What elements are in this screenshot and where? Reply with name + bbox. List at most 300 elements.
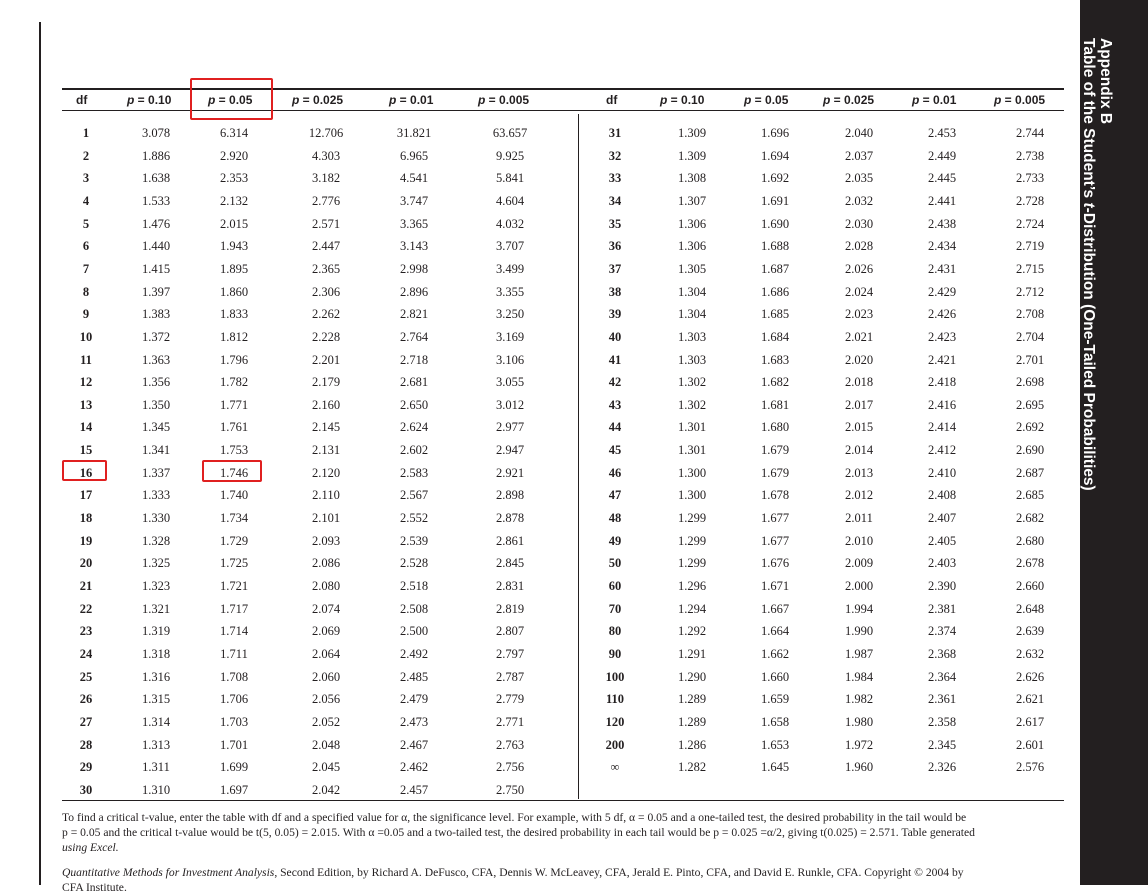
table-cell: 2.692 — [1015, 420, 1045, 435]
table-cell: 2.704 — [1015, 329, 1045, 344]
table-cell: 2.026 — [844, 261, 874, 276]
table-cell: 2.921 — [495, 465, 525, 480]
df-cell: 12 — [79, 375, 93, 390]
table-cell: 1.658 — [760, 714, 790, 729]
table-cell: 2.000 — [844, 579, 874, 593]
table-cell: 2.602 — [399, 443, 429, 458]
table-cell: 2.403 — [927, 556, 957, 571]
table-cell: 2.015 — [219, 216, 249, 231]
table-cell: 2.744 — [1015, 126, 1045, 140]
table-cell: 2.449 — [927, 148, 957, 163]
table-cell: 1.676 — [760, 556, 790, 571]
table-cell: 1.725 — [219, 556, 249, 571]
df-cell: 34 — [608, 193, 622, 208]
table-cell: 2.020 — [844, 352, 874, 367]
table-cell: 1.980 — [844, 714, 874, 729]
table-cell: 2.132 — [219, 193, 249, 208]
table-cell: 1.638 — [141, 171, 171, 186]
table-cell: 1.319 — [141, 624, 171, 639]
table-cell: 1.677 — [760, 511, 790, 526]
table-cell: 1.286 — [677, 737, 707, 752]
table-cell: 2.898 — [495, 488, 525, 503]
table-cell: 1.328 — [141, 533, 171, 548]
table-cell: 2.438 — [927, 216, 957, 231]
table-cell: 4.303 — [311, 148, 341, 163]
df-cell: 4 — [82, 193, 90, 208]
table-cell: 63.657 — [492, 126, 528, 140]
table-cell: 3.747 — [399, 193, 429, 208]
table-cell: 1.753 — [219, 443, 249, 458]
table-cell: 1.692 — [760, 171, 790, 186]
table-cell: 2.368 — [927, 646, 957, 661]
df-cell: 44 — [608, 420, 622, 435]
table-cell: 1.299 — [677, 533, 707, 548]
table-cell: 2.010 — [844, 533, 874, 548]
table-cell: 2.429 — [927, 284, 957, 299]
table-cell: 2.552 — [399, 511, 429, 526]
table-cell: 1.397 — [141, 284, 171, 299]
table-cell: 1.330 — [141, 511, 171, 526]
table-cell: 1.680 — [760, 420, 790, 435]
table-cell: 1.300 — [677, 488, 707, 503]
table-cell: 1.688 — [760, 239, 790, 254]
table-cell: 1.306 — [677, 239, 707, 254]
df-cell: 18 — [79, 511, 93, 526]
table-cell: 2.421 — [927, 352, 957, 367]
table-cell: 2.750 — [495, 782, 525, 797]
table-cell: 2.690 — [1015, 443, 1045, 458]
table-cell: 2.023 — [844, 307, 874, 322]
table-cell: 2.617 — [1015, 714, 1045, 729]
table-cell: 1.290 — [677, 669, 707, 684]
table-cell: 2.042 — [311, 782, 341, 797]
table-cell: 2.479 — [399, 692, 429, 707]
table-cell: 2.920 — [219, 148, 249, 163]
table-cell: 1.315 — [141, 692, 171, 707]
table-cell: 1.943 — [219, 239, 249, 254]
column-header-right-0: df — [606, 93, 618, 107]
table-cell: 2.228 — [311, 329, 341, 344]
table-cell: 3.143 — [399, 239, 429, 254]
table-cell: 1.321 — [141, 601, 171, 616]
table-cell: 2.462 — [399, 760, 429, 775]
table-cell: 2.626 — [1015, 669, 1045, 684]
table-cell: 1.440 — [141, 239, 171, 254]
table-cell: 1.304 — [677, 284, 707, 299]
df-cell: 42 — [608, 375, 622, 390]
table-cell: 1.305 — [677, 261, 707, 276]
table-cell: 1.325 — [141, 556, 171, 571]
table-cell: 1.309 — [677, 126, 707, 140]
table-cell: 1.690 — [760, 216, 790, 231]
footnote-line-1: To find a critical t-value, enter the table with df and a specified value for α, the significance level. For example, with 5 df, α = 0.05 and a one-tailed test, the desired probability in the tail would be — [62, 811, 967, 824]
df-cell: 23 — [79, 624, 93, 639]
table-cell: 1.314 — [141, 714, 171, 729]
table-cell: 1.682 — [760, 375, 790, 390]
table-cell: 2.069 — [311, 624, 341, 639]
table-cell: 1.812 — [219, 329, 249, 344]
table-cell: 1.302 — [677, 397, 707, 412]
table-cell: 2.787 — [495, 669, 525, 684]
table-cell: 2.756 — [495, 760, 525, 775]
table-cell: 2.390 — [927, 579, 957, 593]
table-cell: 2.457 — [399, 782, 429, 797]
table-cell: 2.021 — [844, 329, 874, 344]
table-cell: 3.365 — [399, 216, 429, 231]
table-cell: 1.990 — [844, 624, 874, 639]
table-cell: 1.684 — [760, 329, 790, 344]
df-cell: 6 — [82, 239, 90, 254]
df-cell: 11 — [80, 352, 92, 367]
table-cell: 3.250 — [495, 307, 525, 322]
df-cell: 13 — [79, 397, 93, 412]
table-cell: 2.410 — [927, 465, 957, 480]
table-cell: 1.782 — [219, 375, 249, 390]
table-cell: 2.567 — [399, 488, 429, 503]
df-cell: 25 — [79, 669, 93, 684]
table-cell: 1.699 — [219, 760, 249, 775]
table-cell: 2.045 — [311, 760, 341, 775]
df-cell: 27 — [79, 714, 93, 729]
table-cell: 2.101 — [311, 511, 341, 526]
table-cell: 2.681 — [399, 375, 429, 390]
table-cell: 1.292 — [677, 624, 707, 639]
df-cell: 200 — [605, 737, 625, 752]
source-note — [62, 865, 1066, 895]
table-cell: 2.431 — [927, 261, 957, 276]
table-cell: 2.110 — [312, 488, 340, 503]
table-cell: 2.326 — [927, 760, 957, 775]
df-cell: 30 — [79, 782, 93, 797]
df-cell: 24 — [79, 646, 93, 661]
source-continuation: CFA Institute. — [62, 881, 127, 894]
table-cell: 2.492 — [399, 646, 429, 661]
column-header-right-2: p = 0.05 — [744, 93, 789, 107]
table-cell: 3.078 — [141, 126, 171, 140]
table-cell: 1.833 — [219, 307, 249, 322]
table-cell: 1.721 — [219, 579, 249, 593]
table-cell: 1.311 — [142, 760, 170, 775]
df-cell: 40 — [608, 329, 622, 344]
df-cell: 32 — [608, 148, 622, 163]
table-cell: 1.746 — [219, 465, 249, 480]
column-divider — [578, 114, 579, 799]
table-cell: 2.601 — [1015, 737, 1045, 752]
table-cell: 1.960 — [844, 760, 874, 775]
df-cell: 50 — [608, 556, 622, 571]
table-cell: 2.708 — [1015, 307, 1045, 322]
table-cell: 1.685 — [760, 307, 790, 322]
table-cell: 2.145 — [311, 420, 341, 435]
table-cell: 2.715 — [1015, 261, 1045, 276]
table-cell: 1.301 — [677, 420, 707, 435]
table-cell: 1.289 — [677, 692, 707, 707]
column-header-left-3: p = 0.025 — [292, 93, 344, 107]
column-header-left-2: p = 0.05 — [208, 93, 253, 107]
table-cell: 9.925 — [495, 148, 525, 163]
column-header-right-4: p = 0.01 — [912, 93, 957, 107]
table-cell: 2.131 — [311, 443, 341, 458]
table-cell: 2.447 — [311, 239, 341, 254]
table-cell: 2.418 — [927, 375, 957, 390]
table-cell: 6.314 — [219, 126, 249, 140]
table-cell: 2.032 — [844, 193, 874, 208]
table-cell: 1.662 — [760, 646, 790, 661]
table-cell: 2.345 — [927, 737, 957, 752]
table-cell: 2.013 — [844, 465, 874, 480]
table-cell: 1.309 — [677, 148, 707, 163]
table-cell: 2.821 — [399, 307, 429, 322]
table-cell: 1.415 — [141, 261, 171, 276]
table-cell: 1.734 — [219, 511, 249, 526]
table-cell: 2.728 — [1015, 193, 1045, 208]
table-cell: 1.761 — [219, 420, 249, 435]
table-cell: 1.691 — [760, 193, 790, 208]
table-cell: 1.653 — [760, 737, 790, 752]
table-cell: 2.064 — [311, 646, 341, 661]
source-text: , Second Edition, by Richard A. DeFusco, CFA, Dennis W. McLeavey, CFA, Jerald E. Pinto, CFA, and David E. Runkle, CFA. Copyright © 2004 by — [274, 866, 964, 879]
table-cell: 1.717 — [219, 601, 249, 616]
table-cell: 1.341 — [141, 443, 171, 458]
table-cell: 2.120 — [311, 465, 341, 480]
table-cell: 1.886 — [141, 148, 171, 163]
column-header-left-5: p = 0.005 — [478, 93, 530, 107]
table-cell: 2.977 — [495, 420, 525, 435]
table-cell: 1.796 — [219, 352, 249, 367]
table-cell: 1.972 — [844, 737, 874, 752]
table-cell: 4.032 — [495, 216, 525, 231]
table-cell: 1.679 — [760, 465, 790, 480]
table-cell: 2.426 — [927, 307, 957, 322]
table-cell: 2.583 — [399, 465, 429, 480]
table-cell: 3.055 — [495, 375, 525, 390]
table-cell: 3.182 — [311, 171, 341, 186]
table-cell: 2.621 — [1015, 692, 1045, 707]
table-cell: 1.304 — [677, 307, 707, 322]
table-cell: 3.106 — [495, 352, 525, 367]
df-cell: 26 — [79, 692, 93, 707]
df-cell: 8 — [82, 284, 90, 299]
table-cell: 1.664 — [760, 624, 790, 639]
table-cell: 2.648 — [1015, 601, 1045, 616]
table-cell: 2.776 — [311, 193, 341, 208]
table-cell: 2.682 — [1015, 511, 1045, 526]
table-cell: 2.405 — [927, 533, 957, 548]
df-cell: 80 — [608, 624, 622, 639]
table-cell: 1.301 — [677, 443, 707, 458]
table-cell: 2.624 — [399, 420, 429, 435]
table-cell: 2.407 — [927, 511, 957, 526]
table-cell: 2.011 — [845, 511, 873, 526]
table-cell: 2.632 — [1015, 646, 1045, 661]
table-cell: 1.372 — [141, 329, 171, 344]
table-cell: 2.687 — [1015, 465, 1045, 480]
table-cell: 2.028 — [844, 239, 874, 254]
table-cell: 1.701 — [219, 737, 249, 752]
table-cell: 12.706 — [308, 126, 344, 140]
table-cell: 2.423 — [927, 329, 957, 344]
df-cell: 120 — [605, 714, 625, 729]
df-cell: 1 — [82, 126, 90, 140]
table-cell: 2.500 — [399, 624, 429, 639]
table-cell: 1.282 — [677, 760, 707, 775]
footnote-line-2: p = 0.05 and the critical t-value would be t(5, 0.05) = 2.015. With α =0.05 and a two-tailed test, the desired probability in each tail would be p = 0.025 =α/2, giving t(0.025) = 2.571. Table generated — [62, 826, 975, 839]
table-cell: 2.080 — [311, 579, 341, 593]
table-cell: 2.779 — [495, 692, 525, 707]
footnote-line-3: using Excel. — [62, 841, 119, 854]
highlight-cell-1746 — [202, 460, 262, 482]
table-cell: 2.680 — [1015, 533, 1045, 548]
table-cell: 1.310 — [141, 782, 171, 797]
table-cell: 1.677 — [760, 533, 790, 548]
table-cell: 2.009 — [844, 556, 874, 571]
table-cell: 1.694 — [760, 148, 790, 163]
df-cell: 90 — [608, 646, 622, 661]
table-cell: 3.012 — [495, 397, 525, 412]
source-title: Quantitative Methods for Investment Analysis — [62, 866, 275, 879]
table-cell: 2.017 — [844, 397, 874, 412]
table-cell: 1.681 — [760, 397, 790, 412]
table-cell: 2.650 — [399, 397, 429, 412]
table-cell: 1.711 — [220, 646, 248, 661]
table-cell: 1.714 — [219, 624, 249, 639]
df-cell: 17 — [79, 488, 93, 503]
table-cell: 2.685 — [1015, 488, 1045, 503]
table-cell: 31.821 — [396, 126, 432, 140]
df-cell: 33 — [608, 171, 622, 186]
table-cell: 3.355 — [495, 284, 525, 299]
table-cell: 1.686 — [760, 284, 790, 299]
table-cell: 4.541 — [399, 171, 429, 186]
column-header-left-0: df — [76, 93, 88, 107]
table-cell: 1.984 — [844, 669, 874, 684]
table-cell: 1.303 — [677, 352, 707, 367]
table-cell: 2.412 — [927, 443, 957, 458]
table-cell: 2.353 — [219, 171, 249, 186]
table-cell: 1.296 — [677, 579, 707, 593]
table-cell: 1.318 — [141, 646, 171, 661]
table-cell: 2.434 — [927, 239, 957, 254]
column-header-left-4: p = 0.01 — [389, 93, 434, 107]
table-cell: 2.947 — [495, 443, 525, 458]
df-cell: ∞ — [610, 760, 620, 775]
df-cell: 19 — [79, 533, 93, 548]
table-cell: 1.667 — [760, 601, 790, 616]
df-cell: 47 — [608, 488, 622, 503]
table-cell: 2.998 — [399, 261, 429, 276]
table-cell: 1.337 — [141, 465, 171, 480]
table-cell: 1.316 — [141, 669, 171, 684]
table-cell: 1.708 — [219, 669, 249, 684]
table-cell: 2.060 — [311, 669, 341, 684]
table-cell: 1.363 — [141, 352, 171, 367]
table-cell: 2.364 — [927, 669, 957, 684]
df-cell: 41 — [608, 352, 622, 367]
df-cell: 35 — [608, 216, 622, 231]
table-cell: 1.697 — [219, 782, 249, 797]
df-cell: 36 — [608, 239, 622, 254]
table-cell: 2.660 — [1015, 579, 1045, 593]
table-cell: 2.896 — [399, 284, 429, 299]
table-cell: 1.679 — [760, 443, 790, 458]
table-cell: 1.678 — [760, 488, 790, 503]
table-cell: 2.093 — [311, 533, 341, 548]
table-cell: 1.683 — [760, 352, 790, 367]
table-cell: 1.383 — [141, 307, 171, 322]
df-cell: 10 — [79, 329, 93, 344]
df-cell: 28 — [79, 737, 93, 752]
df-cell: 46 — [608, 465, 622, 480]
table-cell: 2.763 — [495, 737, 525, 752]
table-cell: 2.528 — [399, 556, 429, 571]
table-cell: 2.771 — [495, 714, 525, 729]
table-cell: 1.687 — [760, 261, 790, 276]
table-cell: 2.306 — [311, 284, 341, 299]
table-cell: 2.416 — [927, 397, 957, 412]
df-cell: 7 — [82, 261, 90, 276]
table-cell: 1.323 — [141, 579, 171, 593]
df-cell: 49 — [608, 533, 622, 548]
table-cell: 1.982 — [844, 692, 874, 707]
df-cell: 39 — [608, 307, 622, 322]
df-cell: 48 — [608, 511, 622, 526]
table-cell: 2.712 — [1015, 284, 1045, 299]
table-cell: 2.012 — [844, 488, 874, 503]
table-cell: 1.476 — [141, 216, 171, 231]
df-cell: 31 — [608, 126, 622, 140]
table-cell: 2.074 — [311, 601, 341, 616]
column-header-right-1: p = 0.10 — [660, 93, 705, 107]
table-cell: 1.306 — [677, 216, 707, 231]
table-cell: 1.356 — [141, 375, 171, 390]
table-cell: 2.414 — [927, 420, 957, 435]
table-cell: 2.018 — [844, 375, 874, 390]
table-cell: 1.294 — [677, 601, 707, 616]
table-cell: 2.639 — [1015, 624, 1045, 639]
table-cell: 2.365 — [311, 261, 341, 276]
table-cell: 2.718 — [399, 352, 429, 367]
df-cell: 45 — [608, 443, 622, 458]
table-cell: 2.040 — [844, 126, 874, 140]
table-cell: 2.037 — [844, 148, 874, 163]
table-cell: 2.807 — [495, 624, 525, 639]
highlight-header-p005 — [190, 78, 273, 120]
table-cell: 1.300 — [677, 465, 707, 480]
table-cell: 1.895 — [219, 261, 249, 276]
highlight-row-df16 — [62, 460, 107, 481]
table-cell: 2.408 — [927, 488, 957, 503]
table-bottom-rule — [62, 800, 1064, 801]
table-cell: 2.797 — [495, 646, 525, 661]
table-cell: 2.576 — [1015, 760, 1045, 775]
table-cell: 2.695 — [1015, 397, 1045, 412]
table-cell: 1.771 — [219, 397, 249, 412]
table-cell: 2.819 — [495, 601, 525, 616]
table-cell: 2.086 — [311, 556, 341, 571]
table-cell: 1.299 — [677, 511, 707, 526]
table-cell: 2.358 — [927, 714, 957, 729]
table-cell: 2.056 — [311, 692, 341, 707]
table-cell: 1.860 — [219, 284, 249, 299]
table-cell: 2.160 — [311, 397, 341, 412]
table-cell: 2.052 — [311, 714, 341, 729]
table-cell: 1.696 — [760, 126, 790, 140]
table-cell: 1.289 — [677, 714, 707, 729]
table-cell: 2.831 — [495, 579, 525, 593]
table-cell: 2.015 — [844, 420, 874, 435]
df-cell: 29 — [79, 760, 93, 775]
table-cell: 6.965 — [399, 148, 429, 163]
